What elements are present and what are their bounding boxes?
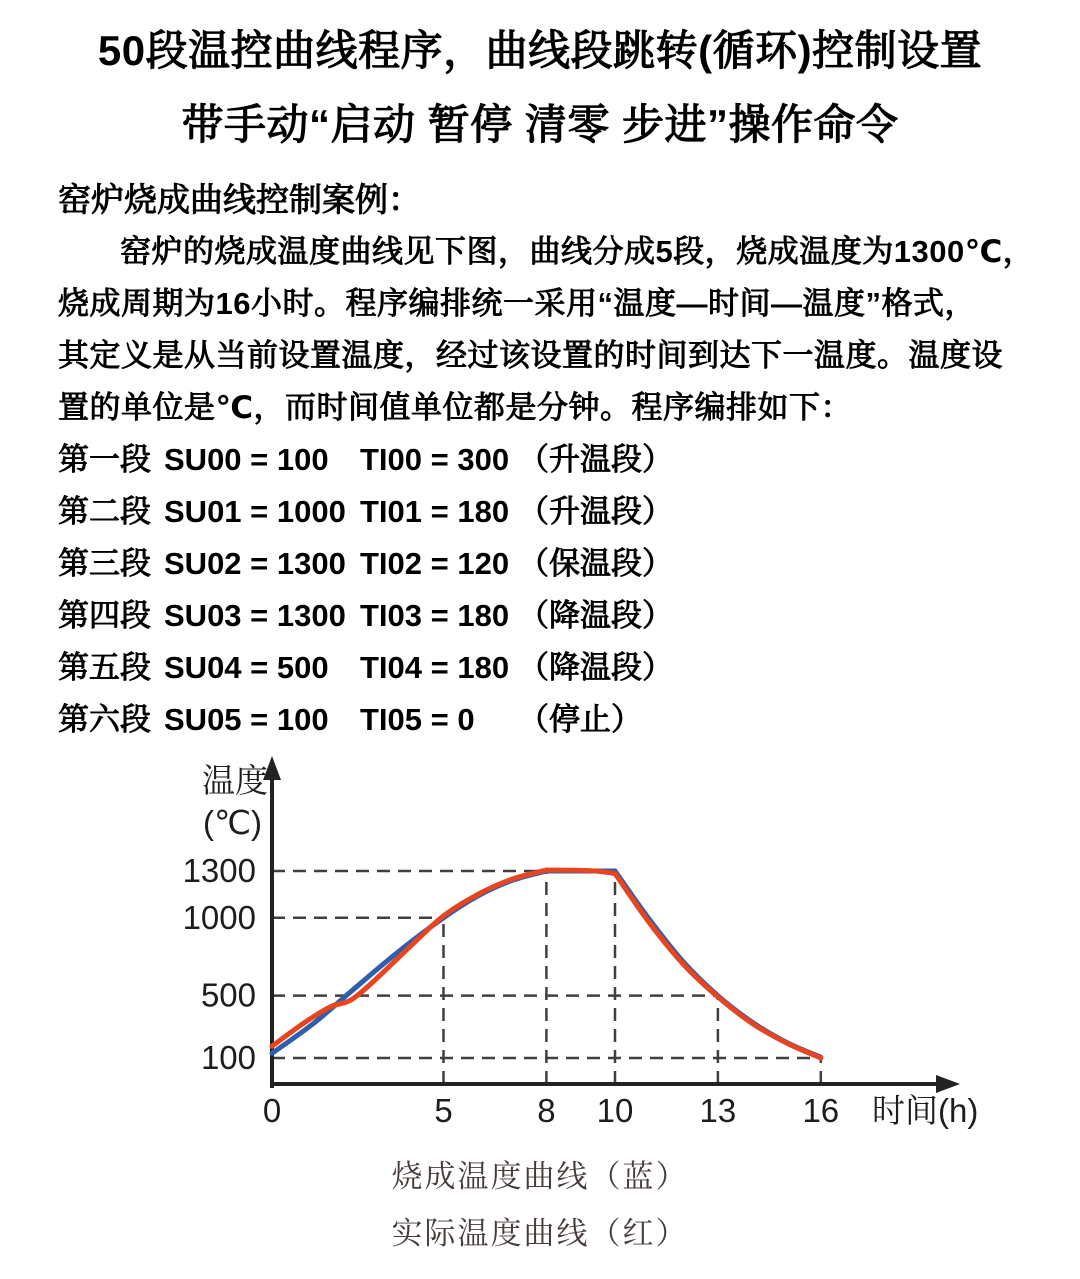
x-tick-5: 5 [434,1092,453,1129]
program-note: （降温段） [518,650,673,685]
program-note: （降温段） [518,598,673,633]
program-segment-label: 第二段 [58,494,151,529]
paragraph-line: 窑炉的烧成温度曲线见下图，曲线分成5段，烧成温度为1300℃， [120,234,1035,269]
y-tick-100: 100 [200,1039,256,1076]
paragraph-line: 置的单位是℃，而时间值单位都是分钟。程序编排如下： [58,390,853,425]
program-row [58,486,1022,538]
x-tick-8: 8 [537,1092,556,1129]
paragraph-line: 烧成周期为16小时。程序编排统一采用“温度—时间—温度”格式， [58,286,976,321]
legend-blue-curve: 烧成温度曲线（蓝） [391,1159,689,1194]
program-ti-value: TI03 = 180 [360,598,510,633]
program-ti-value: TI02 = 120 [360,546,510,581]
program-su-value: SU00 = 100 [164,442,329,477]
program-su-value: SU04 = 500 [164,650,329,685]
program-segment-label: 第一段 [58,442,151,477]
program-row [58,538,1022,590]
program-su-value: SU01 = 1000 [164,494,346,529]
program-segment-label: 第六段 [58,702,151,737]
program-note: （升温段） [518,494,673,529]
y-tick-500: 500 [200,976,256,1014]
program-row [58,590,1022,642]
actual-curve-red [272,870,546,1046]
program-ti-value: TI00 = 300 [360,442,510,477]
program-segment-label: 第三段 [58,546,151,581]
x-tick-13: 13 [699,1092,737,1129]
chart-legend [0,1148,1080,1262]
program-list [58,434,1022,746]
y-axis-unit: (℃) [202,804,262,841]
x-tick-0: 0 [262,1092,282,1129]
chart-canvas [0,746,1080,1146]
program-segment-label: 第四段 [58,598,151,633]
title-line-2: 带手动“启动 暂停 清零 步进”操作命令 [181,101,899,148]
body-text-block [58,174,1035,434]
program-row [58,434,1022,486]
program-ti-value: TI05 = 0 [360,702,475,737]
y-tick-1300: 1300 [182,852,256,890]
program-note: （保温段） [518,546,673,581]
x-axis-arrow-icon [936,1075,960,1093]
firing-curve-blue [272,871,546,1053]
y-tick-1000: 1000 [182,898,256,936]
program-ti-value: TI01 = 180 [360,494,510,529]
title-line-1: 50段温控曲线程序，曲线段跳转(循环)控制设置 [97,27,983,74]
y-axis-title: 温度 [202,762,268,799]
x-tick-16: 16 [802,1092,840,1129]
program-note: （升温段） [518,442,673,477]
x-axis-title: 时间(h) [872,1092,979,1129]
program-segment-label: 第五段 [58,650,151,685]
program-row [58,694,1022,746]
case-heading: 窑炉烧成曲线控制案例： [58,181,421,218]
legend-red-curve: 实际温度曲线（红） [391,1216,689,1251]
program-su-value: SU03 = 1300 [164,598,346,633]
paragraph-line: 其定义是从当前设置温度，经过该设置的时间到达下一温度。温度设 [58,338,1003,373]
temperature-curve-chart [0,746,1080,1146]
title-block [0,0,1080,162]
x-tick-10: 10 [596,1092,634,1129]
program-row [58,642,1022,694]
program-ti-value: TI04 = 180 [360,650,510,685]
program-note: （停止） [518,702,642,737]
program-su-value: SU05 = 100 [164,702,329,737]
program-su-value: SU02 = 1300 [164,546,346,581]
